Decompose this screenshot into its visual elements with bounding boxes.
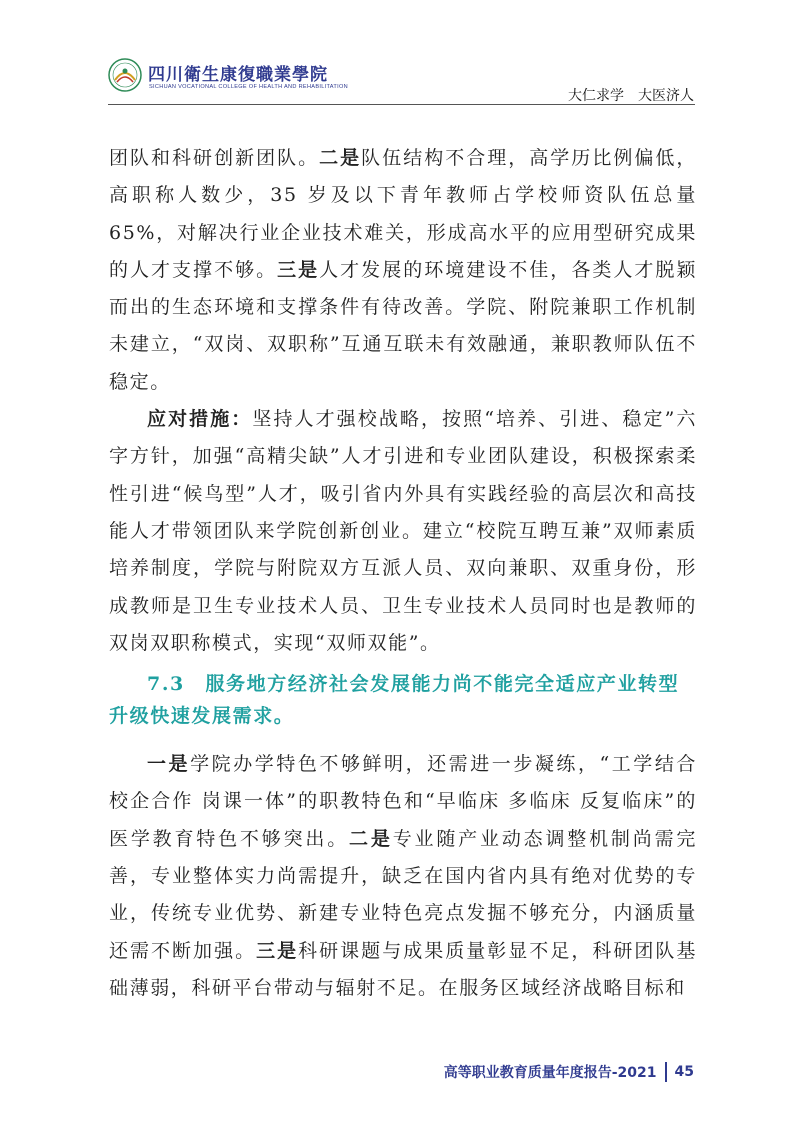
paragraph-3 — [109, 746, 697, 1007]
page-header — [0, 0, 793, 110]
p1-text-a: 团队和科研创新团队。 — [109, 147, 320, 169]
p1-label-second: 二是 — [319, 147, 362, 169]
p3-label-third: 三是 — [256, 939, 299, 962]
college-emblem-icon — [108, 58, 142, 92]
p3-text-f: 科研课题与成果质量彰显不足，科研团队基础薄弱，科研平台带动与辐射不足。在服务区域经济战略目标和 — [109, 939, 698, 999]
p3-label-second: 二是 — [349, 827, 393, 850]
page-footer — [444, 1062, 694, 1082]
p1-text-c: 队伍结构不合理，高学历比例偏低，高职称人数少，35 岁及以下青年教师占学校师资队伍总量 65%，对解决行业企业技术难关，形成高水平的应用型研究成果的人才支撑不够。 — [109, 147, 697, 281]
footer-divider — [665, 1062, 667, 1082]
section-heading-7-3: 7.3 服务地方经济社会发展能力尚不能完全适应产业转型升级快速发展需求。 — [109, 673, 680, 728]
school-name-en: SICHUAN VOCATIONAL COLLEGE OF HEALTH AND REHABILITATION — [149, 84, 348, 90]
page-number: 45 — [674, 1064, 694, 1080]
p3-text-b: 学院办学特色不够鲜明，还需进一步凝练，“工学结合 校企合作 岗课一体”的职教特色和“早临床 多临床 反复临床”的医学教育特色不够突出。 — [109, 753, 698, 850]
header-divider — [108, 104, 695, 105]
school-name-cn: 四川衛生康復職業學院 — [148, 65, 328, 85]
p1-label-third: 三是 — [277, 258, 320, 281]
page-body — [109, 140, 697, 1007]
p3-label-first: 一是 — [147, 753, 191, 776]
school-motto: 大仁求学 大医济人 — [568, 88, 694, 104]
paragraph-2 — [109, 401, 697, 662]
p3-text-d: 专业随产业动态调整机制尚需完善，专业整体实力尚需提升，缺乏在国内省内具有绝对优势的专业，传统专业优势、新建专业特色亮点发掘不够充分，内涵质量还需不断加强。 — [109, 827, 697, 962]
p1-text-e: 人才发展的环境建设不佳，各类人才脱颖而出的生态环境和支撑条件有待改善。学院、附院兼职工作机制未建立，“双岗、双职称”互通互联未有效融通，兼职教师队伍不稳定。 — [109, 258, 697, 393]
p2-text: 坚持人才强校战略，按照“培养、引进、稳定”六字方针，加强“高精尖缺”人才引进和专业团队建设，积极探索柔性引进“候鸟型”人才，吸引省内外具有实践经验的高层次和高技能人才带领团队来学院创新创业。建立“校院互聘互兼”双师素质培养制度，学院与附院双方互派人员、双向兼职、双重身份，形成教师是卫生专业技术人员、卫生专业技术人员同时也是教师的双岗双职称模式，实现“双师双能”。 — [109, 408, 697, 654]
report-title: 高等职业教育质量年度报告-2021 — [443, 1065, 657, 1081]
paragraph-1 — [109, 140, 697, 401]
p2-label-measures: 应对措施： — [147, 408, 253, 431]
